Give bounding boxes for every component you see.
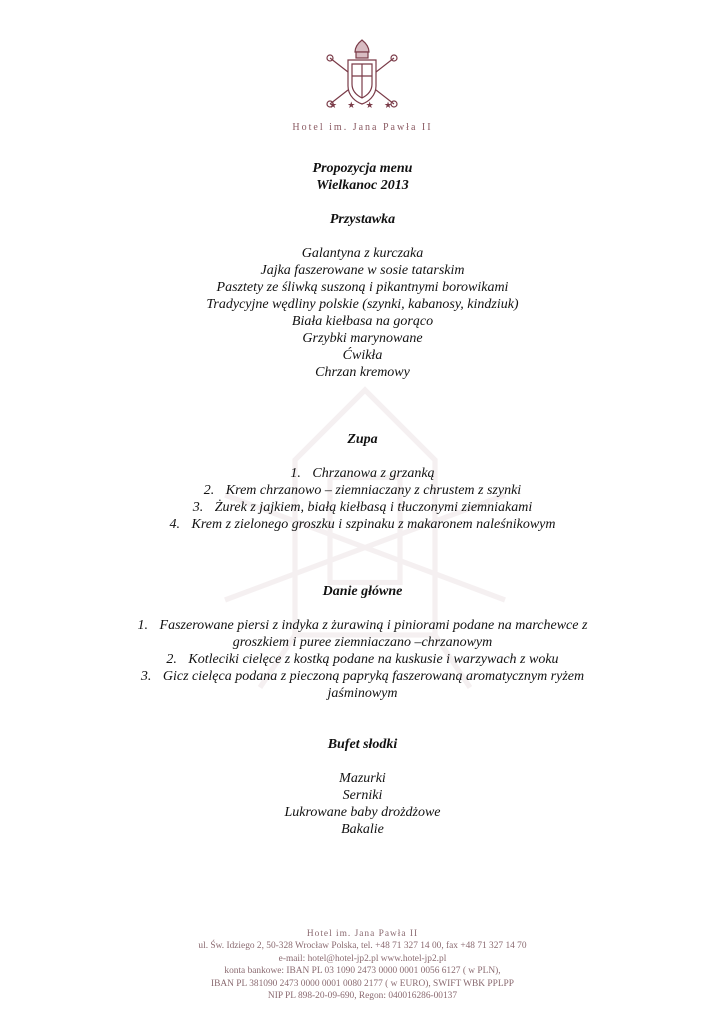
- list-item: Pasztety ze śliwką suszoną i pikantnymi borowikami: [216, 280, 509, 295]
- main-list: [0, 617, 725, 702]
- list-item: Bakalie: [341, 822, 384, 837]
- section-heading-main: Danie główne: [322, 584, 403, 599]
- starter-list: [0, 245, 725, 381]
- list-item: [133, 668, 593, 702]
- hotel-name-header: Hotel im. Jana Pawła II: [292, 122, 433, 133]
- list-text: Kotleciki cielęce z kostką podane na kuskusie i warzywach z woku: [188, 652, 559, 667]
- list-item: Mazurki: [339, 771, 386, 786]
- page-footer: [0, 928, 725, 1002]
- footer-bank-accounts: konta bankowe: IBAN PL 03 1090 2473 0000 0001 0056 6127 ( w PLN),: [224, 966, 501, 977]
- list-text: Chrzanowa z grzanką: [312, 466, 435, 481]
- list-item: Chrzan kremowy: [315, 365, 410, 380]
- list-number: 1.: [290, 466, 301, 481]
- list-item: [0, 482, 725, 499]
- list-item: Ćwikła: [342, 348, 383, 363]
- list-number: 3.: [140, 669, 152, 684]
- footer-bank-accounts-euro: IBAN PL 381090 2473 0000 0001 0080 2177 ( w EURO), SWIFT WBK PPLPP: [211, 978, 514, 989]
- menu-subtitle: Wielkanoc 2013: [316, 178, 409, 193]
- list-number: 2.: [203, 483, 215, 498]
- list-item: [0, 499, 725, 516]
- section-heading-starter: Przystawka: [329, 212, 396, 227]
- list-number: 3.: [192, 500, 204, 515]
- footer-address: ul. Św. Idziego 2, 50-328 Wrocław Polska, tel. +48 71 327 14 00, fax +48 71 327 14 70: [198, 941, 527, 952]
- list-item: [0, 651, 725, 668]
- list-text: Żurek z jajkiem, białą kiełbasą i tłuczonymi ziemniakami: [214, 500, 533, 515]
- list-item: Grzybki marynowane: [302, 331, 423, 346]
- list-text: Gicz cielęca podana z pieczoną papryką faszerowaną aromatycznym ryżem jaśminowym: [162, 669, 585, 701]
- list-item: [0, 516, 725, 533]
- list-item: Lukrowane baby drożdżowe: [284, 805, 441, 820]
- section-heading-dessert: Bufet słodki: [327, 737, 398, 752]
- footer-tax-ids: NIP PL 898-20-09-690, Regon: 040016286-00137: [267, 991, 458, 1002]
- dessert-list: [0, 770, 725, 838]
- footer-contact: e-mail: hotel@hotel-jp2.pl www.hotel-jp2.pl: [278, 953, 447, 964]
- list-item: [0, 465, 725, 482]
- list-item: Biała kiełbasa na gorąco: [291, 314, 434, 329]
- footer-hotel-name: Hotel im. Jana Pawła II: [306, 929, 419, 939]
- list-text: Krem z zielonego groszku i szpinaku z makaronem naleśnikowym: [191, 517, 556, 532]
- menu-content: [0, 160, 725, 838]
- list-item: Jajka faszerowane w sosie tatarskim: [260, 263, 465, 278]
- list-item: Galantyna z kurczaka: [301, 246, 424, 261]
- menu-title: Propozycja menu: [312, 161, 413, 176]
- hotel-stars: ★ ★ ★ ★: [328, 100, 397, 110]
- section-heading-soup: Zupa: [347, 432, 378, 447]
- list-text: Krem chrzanowo – ziemniaczany z chrustem z szynki: [225, 483, 522, 498]
- list-number: 2.: [166, 652, 177, 667]
- list-item: Serniki: [342, 788, 383, 803]
- list-number: 1.: [137, 618, 149, 633]
- list-number: 4.: [169, 517, 181, 532]
- list-item: Tradycyjne wędliny polskie (szynki, kabanosy, kindziuk): [206, 297, 519, 312]
- list-text: Faszerowane piersi z indyka z żurawiną i piniorami podane na marchewce z groszkiem i puree ziemniaczano –chrzanowym: [159, 618, 588, 650]
- soup-list: [0, 465, 725, 533]
- list-item: [133, 617, 593, 651]
